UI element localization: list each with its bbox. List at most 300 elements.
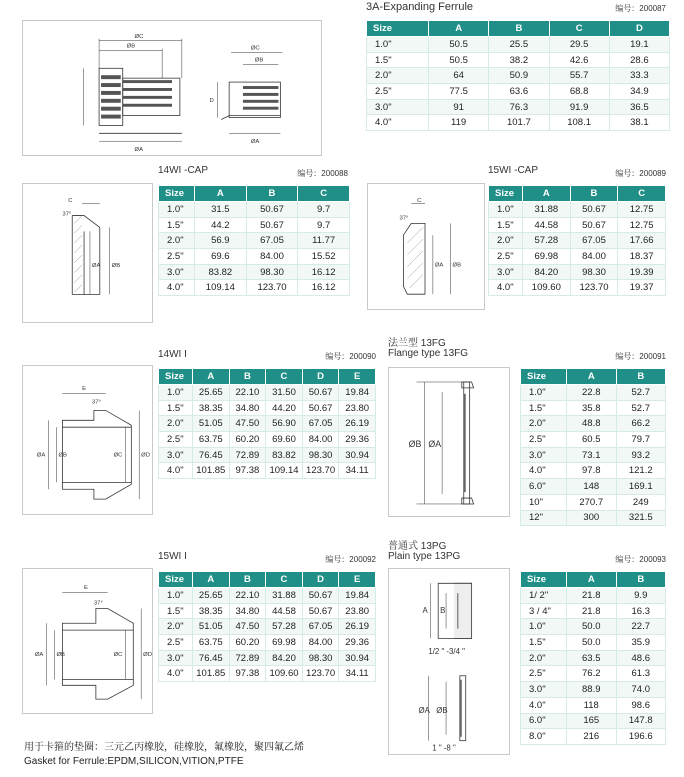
size-cell: 1.5" [521, 400, 567, 416]
section-code-200093: 编号：200093 [615, 555, 666, 564]
table-header-row [489, 186, 666, 202]
value-cell: 31.5 [195, 202, 247, 218]
value-cell: 50.9 [489, 68, 549, 84]
table-row [521, 682, 666, 698]
header-c: C [266, 572, 303, 588]
table-header-row [367, 21, 670, 37]
section-title-15wi-i: 15WI I [158, 551, 187, 562]
value-cell: 76.2 [567, 666, 617, 682]
section-title-13fg-cn: 法兰型 13FG [388, 338, 446, 349]
table-row [489, 264, 666, 280]
value-cell: 79.7 [616, 432, 666, 448]
value-cell: 148 [567, 479, 617, 495]
ferrule-label-b: ØB [126, 43, 136, 50]
value-cell: 98.30 [246, 264, 298, 280]
header-b: B [616, 572, 666, 588]
value-cell: 84.20 [266, 650, 303, 666]
value-cell: 300 [567, 510, 617, 526]
value-cell: 30.94 [339, 447, 376, 463]
value-cell: 38.35 [193, 603, 230, 619]
ferrule-drawing [22, 20, 322, 156]
size-cell: 1.5" [159, 400, 193, 416]
section-code-200091: 编号：200091 [615, 352, 666, 361]
15wi-i-label-angle: 37° [93, 600, 103, 607]
value-cell: 60.20 [229, 432, 266, 448]
15wi-cap-label-a: ØA [434, 262, 444, 269]
table-header-row [159, 572, 376, 588]
14wi-i-label-e: E [82, 385, 87, 392]
header-d: D [302, 369, 339, 385]
value-cell: 73.1 [567, 447, 617, 463]
size-cell: 6.0" [521, 713, 567, 729]
15wi-i-label-d: ØD [143, 651, 152, 658]
value-cell: 123.70 [570, 280, 618, 296]
ferrule-small-label-d: D [209, 97, 214, 104]
table-row [367, 37, 670, 53]
size-cell: 4.0" [159, 463, 193, 479]
value-cell: 44.20 [266, 400, 303, 416]
value-cell: 18.37 [618, 249, 666, 265]
value-cell: 52.7 [616, 400, 666, 416]
table-row [159, 463, 376, 479]
size-cell: 1.0" [489, 202, 523, 218]
value-cell: 84.00 [302, 432, 339, 448]
value-cell: 17.66 [618, 233, 666, 249]
section-title-13fg-en: Flange type 13FG [388, 348, 469, 359]
15wi-cap-label-c: C [417, 197, 422, 204]
value-cell: 98.30 [302, 650, 339, 666]
15wi-i-label-c: ØC [113, 651, 123, 658]
section-title-13pg-en: Plain type 13PG [388, 551, 461, 562]
value-cell: 60.5 [567, 432, 617, 448]
value-cell: 29.5 [549, 37, 609, 53]
section-title-3a-ferrule: 3A-Expanding Ferrule [366, 1, 474, 13]
table-row [489, 233, 666, 249]
value-cell: 121.2 [616, 463, 666, 479]
value-cell: 33.3 [609, 68, 669, 84]
table-row [159, 280, 350, 296]
value-cell: 76.45 [193, 447, 230, 463]
table-row [159, 603, 376, 619]
value-cell: 28.6 [609, 52, 669, 68]
value-cell: 51.05 [193, 416, 230, 432]
size-cell: 2.0" [159, 619, 193, 635]
table-14wi-cap [158, 185, 350, 296]
header-e: E [339, 572, 376, 588]
header-b: B [229, 572, 266, 588]
15wi-i-drawing [22, 568, 153, 714]
14wi-i-label-angle: 37° [91, 399, 101, 406]
size-cell: 2.5" [159, 249, 195, 265]
14wi-i-label-c: ØC [113, 452, 123, 459]
value-cell: 50.67 [302, 400, 339, 416]
table-row [367, 68, 670, 84]
size-cell: 1.0" [159, 385, 193, 401]
value-cell: 76.3 [489, 99, 549, 115]
size-cell: 1.5" [159, 603, 193, 619]
value-cell: 19.84 [339, 385, 376, 401]
13pg-label-range1: 1/2 " -3/4 " [428, 647, 465, 657]
table-row [521, 400, 666, 416]
table-row [521, 385, 666, 401]
value-cell: 31.50 [266, 385, 303, 401]
value-cell: 34.11 [339, 666, 376, 682]
table-row [521, 697, 666, 713]
value-cell: 67.05 [570, 233, 618, 249]
value-cell: 35.9 [616, 635, 666, 651]
size-cell: 3.0" [367, 99, 429, 115]
size-cell: 12" [521, 510, 567, 526]
header-size: Size [159, 186, 195, 202]
table-row [521, 619, 666, 635]
value-cell: 196.6 [616, 729, 666, 745]
size-cell: 1.5" [521, 635, 567, 651]
value-cell: 109.60 [266, 666, 303, 682]
table-row [521, 650, 666, 666]
value-cell: 101.85 [193, 463, 230, 479]
table-row [159, 400, 376, 416]
table-row [521, 463, 666, 479]
value-cell: 34.11 [339, 463, 376, 479]
value-cell: 91 [429, 99, 489, 115]
ferrule-label-a: ØA [134, 147, 144, 154]
size-cell: 1.0" [159, 202, 195, 218]
size-cell: 4.0" [159, 280, 195, 296]
value-cell: 35.8 [567, 400, 617, 416]
size-cell: 2.0" [521, 416, 567, 432]
header-size: Size [159, 369, 193, 385]
section-title-14wi-i: 14WI I [158, 349, 187, 360]
13pg-label-ob: ØB [436, 706, 448, 716]
table-row [159, 588, 376, 604]
value-cell: 44.58 [523, 217, 571, 233]
value-cell: 21.8 [567, 588, 617, 604]
value-cell: 109.60 [523, 280, 571, 296]
value-cell: 31.88 [266, 588, 303, 604]
size-cell: 2.0" [159, 416, 193, 432]
header-b: B [570, 186, 618, 202]
ferrule-label-c: ØC [134, 33, 144, 40]
value-cell: 34.80 [229, 400, 266, 416]
value-cell: 50.67 [302, 603, 339, 619]
table-row [159, 233, 350, 249]
value-cell: 88.9 [567, 682, 617, 698]
value-cell: 9.9 [616, 588, 666, 604]
13pg-drawing [388, 568, 510, 755]
size-cell: 8.0" [521, 729, 567, 745]
table-row [521, 603, 666, 619]
section-code-200088: 编号：200088 [297, 169, 348, 178]
value-cell: 64 [429, 68, 489, 84]
value-cell: 321.5 [616, 510, 666, 526]
header-b: B [229, 369, 266, 385]
value-cell: 50.0 [567, 635, 617, 651]
header-size: Size [521, 572, 567, 588]
size-cell: 2.5" [159, 635, 193, 651]
header-a: A [193, 572, 230, 588]
table-13pg [520, 571, 666, 745]
value-cell: 21.8 [567, 603, 617, 619]
value-cell: 50.67 [246, 202, 298, 218]
section-code-200090: 编号：200090 [325, 352, 376, 361]
15wi-cap-label-b: ØB [452, 262, 462, 269]
value-cell: 119 [429, 115, 489, 131]
table-row [521, 416, 666, 432]
value-cell: 109.14 [266, 463, 303, 479]
ferrule-small-label-b: ØB [254, 57, 264, 64]
value-cell: 83.82 [195, 264, 247, 280]
value-cell: 25.65 [193, 385, 230, 401]
value-cell: 19.84 [339, 588, 376, 604]
size-cell: 10" [521, 494, 567, 510]
13pg-label-range2: 1 " -8 " [432, 743, 456, 753]
value-cell: 48.8 [567, 416, 617, 432]
table-row [159, 666, 376, 682]
table-header-row [521, 572, 666, 588]
value-cell: 31.88 [523, 202, 571, 218]
value-cell: 63.6 [489, 84, 549, 100]
value-cell: 50.67 [302, 385, 339, 401]
table-row [159, 202, 350, 218]
header-d: D [302, 572, 339, 588]
value-cell: 123.70 [302, 666, 339, 682]
value-cell: 52.7 [616, 385, 666, 401]
value-cell: 69.98 [523, 249, 571, 265]
14wi-cap-label-angle: 37° [62, 211, 72, 218]
header-a: A [523, 186, 571, 202]
table-15wi-i [158, 571, 376, 682]
13pg-label-a: A [422, 605, 428, 615]
size-cell: 3 / 4" [521, 603, 567, 619]
size-cell: 3.0" [521, 682, 567, 698]
value-cell: 22.10 [229, 385, 266, 401]
table-row [367, 115, 670, 131]
size-cell: 3.0" [489, 264, 523, 280]
value-cell: 48.6 [616, 650, 666, 666]
header-b: B [489, 21, 549, 37]
value-cell: 23.80 [339, 603, 376, 619]
value-cell: 83.82 [266, 447, 303, 463]
value-cell: 23.80 [339, 400, 376, 416]
table-row [489, 249, 666, 265]
table-row [521, 494, 666, 510]
value-cell: 98.30 [570, 264, 618, 280]
header-c: C [618, 186, 666, 202]
value-cell: 34.80 [229, 603, 266, 619]
value-cell: 77.5 [429, 84, 489, 100]
15wi-i-label-e: E [84, 584, 88, 591]
value-cell: 38.35 [193, 400, 230, 416]
value-cell: 69.6 [195, 249, 247, 265]
size-cell: 1.5" [367, 52, 429, 68]
value-cell: 108.1 [549, 115, 609, 131]
size-cell: 3.0" [159, 264, 195, 280]
value-cell: 69.60 [266, 432, 303, 448]
size-cell: 1.0" [159, 588, 193, 604]
value-cell: 50.67 [570, 202, 618, 218]
size-cell: 4.0" [367, 115, 429, 131]
value-cell: 25.65 [193, 588, 230, 604]
value-cell: 84.00 [246, 249, 298, 265]
size-cell: 2.0" [489, 233, 523, 249]
value-cell: 147.8 [616, 713, 666, 729]
value-cell: 63.5 [567, 650, 617, 666]
value-cell: 66.2 [616, 416, 666, 432]
value-cell: 22.7 [616, 619, 666, 635]
value-cell: 67.05 [302, 619, 339, 635]
table-3a-ferrule [366, 20, 670, 131]
value-cell: 42.6 [549, 52, 609, 68]
header-b: B [616, 369, 666, 385]
section-code-200092: 编号：200092 [325, 555, 376, 564]
size-cell: 4.0" [521, 697, 567, 713]
size-cell: 1/ 2" [521, 588, 567, 604]
table-row [159, 249, 350, 265]
value-cell: 11.77 [298, 233, 350, 249]
header-size: Size [367, 21, 429, 37]
header-size: Size [489, 186, 523, 202]
ferrule-small-label-c: ØC [250, 45, 260, 52]
value-cell: 249 [616, 494, 666, 510]
table-row [521, 447, 666, 463]
size-cell: 4.0" [159, 666, 193, 682]
section-code-200087: 编号：200087 [615, 4, 666, 13]
value-cell: 216 [567, 729, 617, 745]
value-cell: 19.39 [618, 264, 666, 280]
table-header-row [521, 369, 666, 385]
value-cell: 69.98 [266, 635, 303, 651]
value-cell: 68.8 [549, 84, 609, 100]
header-c: C [298, 186, 350, 202]
size-cell: 1.0" [521, 385, 567, 401]
13fg-label-a: ØA [428, 438, 442, 449]
table-row [367, 99, 670, 115]
table-14wi-i [158, 368, 376, 479]
size-cell: 3.0" [159, 650, 193, 666]
14wi-i-label-b: ØB [58, 452, 67, 459]
13fg-label-b: ØB [408, 438, 422, 449]
value-cell: 38.1 [609, 115, 669, 131]
15wi-cap-drawing [367, 183, 485, 310]
size-cell: 2.0" [367, 68, 429, 84]
value-cell: 63.75 [193, 432, 230, 448]
value-cell: 50.5 [429, 37, 489, 53]
14wi-cap-label-b: ØB [111, 262, 121, 269]
section-code-200089: 编号：200089 [615, 169, 666, 178]
table-row [489, 217, 666, 233]
header-c: C [549, 21, 609, 37]
header-a: A [567, 369, 617, 385]
size-cell: 4.0" [489, 280, 523, 296]
value-cell: 61.3 [616, 666, 666, 682]
14wi-cap-label-a: ØA [91, 262, 101, 269]
value-cell: 22.10 [229, 588, 266, 604]
table-row [159, 650, 376, 666]
value-cell: 72.89 [229, 447, 266, 463]
15wi-cap-label-angle: 37° [399, 215, 409, 222]
table-row [367, 84, 670, 100]
size-cell: 2.5" [367, 84, 429, 100]
size-cell: 2.5" [159, 432, 193, 448]
header-a: A [195, 186, 247, 202]
value-cell: 34.9 [609, 84, 669, 100]
table-row [159, 385, 376, 401]
table-row [367, 52, 670, 68]
table-row [159, 264, 350, 280]
value-cell: 55.7 [549, 68, 609, 84]
header-d: D [609, 21, 669, 37]
value-cell: 109.14 [195, 280, 247, 296]
size-cell: 2.5" [521, 666, 567, 682]
14wi-i-drawing [22, 365, 153, 515]
size-cell: 2.0" [521, 650, 567, 666]
value-cell: 76.45 [193, 650, 230, 666]
table-row [521, 510, 666, 526]
value-cell: 50.67 [570, 217, 618, 233]
value-cell: 16.12 [298, 264, 350, 280]
value-cell: 98.30 [302, 447, 339, 463]
header-size: Size [159, 572, 193, 588]
table-13fg [520, 368, 666, 526]
size-cell: 6.0" [521, 479, 567, 495]
value-cell: 30.94 [339, 650, 376, 666]
value-cell: 29.36 [339, 635, 376, 651]
table-row [521, 713, 666, 729]
value-cell: 97.38 [229, 463, 266, 479]
size-cell: 1.0" [367, 37, 429, 53]
value-cell: 84.00 [570, 249, 618, 265]
section-title-14wi-cap: 14WI -CAP [158, 165, 209, 176]
15wi-i-label-b: ØB [56, 651, 65, 658]
value-cell: 50.67 [302, 588, 339, 604]
section-title-15wi-cap: 15WI -CAP [488, 165, 539, 176]
value-cell: 123.70 [246, 280, 298, 296]
table-row [159, 432, 376, 448]
size-cell: 1.5" [489, 217, 523, 233]
size-cell: 2.0" [159, 233, 195, 249]
value-cell: 56.9 [195, 233, 247, 249]
header-c: C [266, 369, 303, 385]
14wi-i-label-a: ØA [36, 452, 46, 459]
value-cell: 84.00 [302, 635, 339, 651]
table-row [521, 729, 666, 745]
13fg-drawing [388, 367, 510, 517]
value-cell: 57.28 [266, 619, 303, 635]
value-cell: 169.1 [616, 479, 666, 495]
value-cell: 12.75 [618, 202, 666, 218]
table-row [521, 479, 666, 495]
value-cell: 9.7 [298, 202, 350, 218]
size-cell: 4.0" [521, 463, 567, 479]
value-cell: 12.75 [618, 217, 666, 233]
value-cell: 16.12 [298, 280, 350, 296]
table-row [521, 588, 666, 604]
value-cell: 67.05 [302, 416, 339, 432]
value-cell: 44.2 [195, 217, 247, 233]
table-header-row [159, 369, 376, 385]
value-cell: 38.2 [489, 52, 549, 68]
value-cell: 47.50 [229, 416, 266, 432]
value-cell: 29.36 [339, 432, 376, 448]
value-cell: 25.5 [489, 37, 549, 53]
value-cell: 26.19 [339, 619, 376, 635]
table-row [489, 280, 666, 296]
table-row [521, 666, 666, 682]
header-a: A [429, 21, 489, 37]
value-cell: 44.58 [266, 603, 303, 619]
table-row [521, 635, 666, 651]
header-a: A [567, 572, 617, 588]
